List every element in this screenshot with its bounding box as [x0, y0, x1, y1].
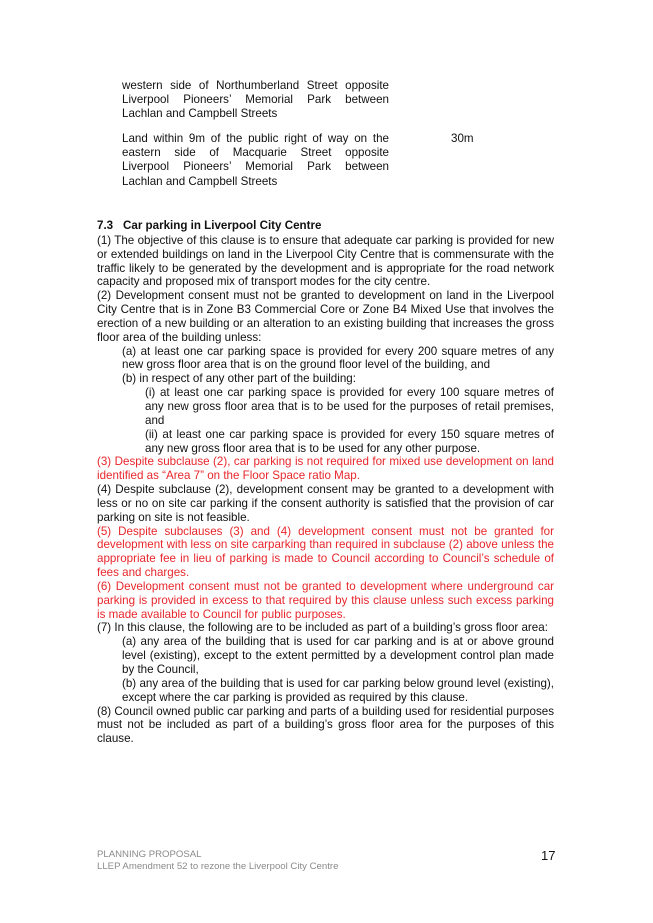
clause-paragraph: (8) Council owned public car parking and parts of a building used for residential purposes must not be included as part of a building’s gross floor area for the purposes of this clause. [97, 704, 554, 746]
section-heading [97, 219, 554, 233]
clause-paragraph: (1) The objective of this clause is to ensure that adequate car parking is provided for new or extended buildings on land in the Liverpool City Centre that is commensurate with the traffic likely to be generated by the development and is appropriate for the road network capacity and proposed mix of transport modes for the city centre. [97, 233, 554, 289]
table-cell-line: Land within 9m of the public right of way on the [122, 132, 389, 145]
footer [97, 849, 338, 873]
paragraph-list [97, 234, 554, 746]
table-cell-value: 30m [451, 132, 474, 145]
section-number: 7.3 [97, 219, 114, 232]
table-cell-description [122, 132, 389, 189]
clause-paragraph: (b) in respect of any other part of the building: [122, 372, 356, 386]
section-content [97, 219, 554, 746]
clause-paragraph: (a) at least one car parking space is provided for every 200 square metres of any new gross floor area that is on the ground floor level of the building, and [122, 344, 554, 372]
clause-paragraph: (5) Despite subclauses (3) and (4) development consent must not be granted for development with less on site carparking than required in subclause (2) above unless the appropriate fee in lieu of parking is made to Council according to Council’s schedule of fees and charges. [97, 524, 554, 580]
table-cell-line: western side of Northumberland Street opposite [122, 79, 389, 92]
table-cell-line: Liverpool Pioneers’ Memorial Park between [122, 93, 389, 107]
footer-title: PLANNING PROPOSAL [97, 849, 202, 860]
clause-paragraph: (ii) at least one car parking space is provided for every 150 square metres of any new gross floor area that is to be used for any other purpose. [145, 427, 554, 455]
clause-paragraph: (6) Development consent must not be granted to development where underground car parking is provided in excess to that required by this clause unless such excess parking is made available to Council for public purposes. [97, 579, 554, 621]
table-cell-line: Lachlan and Campbell Streets [122, 107, 278, 121]
table-cell-line: Liverpool Pioneers’ Memorial Park between [122, 160, 389, 174]
clause-paragraph: (i) at least one car parking space is provided for every 100 square metres of any new gross floor area that is to be used for the purposes of retail premises, and [145, 386, 554, 427]
footer-subtitle: LLEP Amendment 52 to rezone the Liverpool City Centre [97, 861, 339, 872]
page-number: 17 [541, 848, 556, 863]
clause-paragraph: (3) Despite subclause (2), car parking is not required for mixed use development on land identified as “Area 7” on the Floor Space ratio Map. [97, 455, 554, 483]
clause-paragraph: (2) Development consent must not be granted to development on land in the Liverpool City Centre that is in Zone B3 Commercial Core or Zone B4 Mixed Use that involves the erection of a new building or an alteration to an existing building that increases the gross floor area of the building unless: [97, 289, 554, 344]
clause-paragraph: (a) any area of the building that is used for car parking and is at or above ground level (existing), except to the extent permitted by a development control plan made by the Council, [122, 635, 554, 676]
clause-paragraph: (b) any area of the building that is used for car parking below ground level (existing), except where the car parking is provided as required by this clause. [122, 676, 554, 704]
table-cell-line: Lachlan and Campbell Streets [122, 174, 278, 188]
table-cell-line: eastern side of Macquarie Street opposite [122, 146, 389, 160]
clause-paragraph: (4) Despite subclause (2), development consent may be granted to a development with less or no on site car parking if the consent authority is satisfied that the provision of car parking on site is not feasible. [97, 483, 554, 524]
clause-paragraph: (7) In this clause, the following are to be included as part of a building’s gross floor area: [97, 621, 548, 635]
section-title: Car parking in Liverpool City Centre [123, 219, 322, 232]
table-cell-description [122, 79, 389, 122]
